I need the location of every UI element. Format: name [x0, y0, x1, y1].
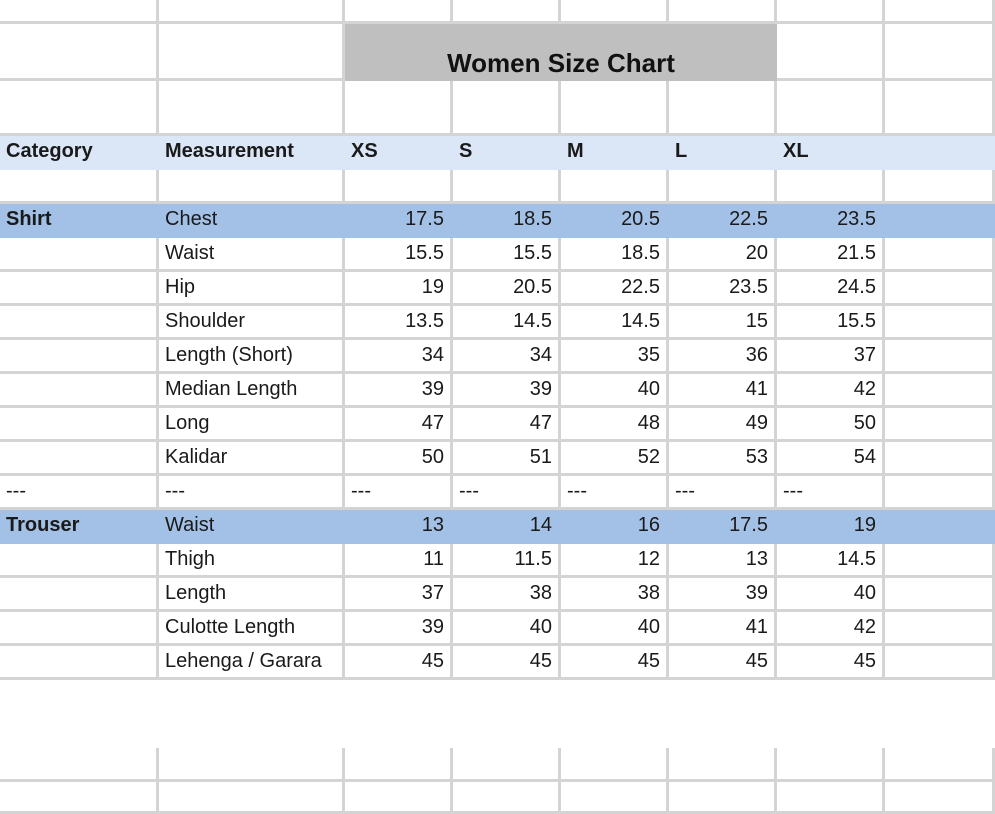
empty-cell[interactable]: [885, 646, 995, 680]
measurement-label[interactable]: [159, 408, 345, 442]
empty-cell[interactable]: [885, 170, 995, 204]
empty-cell[interactable]: [885, 408, 995, 442]
size-value-cell[interactable]: [345, 374, 453, 408]
empty-cell[interactable]: [885, 510, 995, 544]
separator-cell[interactable]: [669, 476, 777, 510]
header-category[interactable]: [0, 136, 159, 170]
size-value-cell-text: 52: [637, 446, 660, 468]
size-value-cell-text: 48: [637, 412, 660, 434]
size-value-cell-text: 14.5: [837, 548, 876, 570]
empty-cell[interactable]: [159, 748, 345, 782]
size-value-cell-text: 51: [529, 446, 552, 468]
size-value-cell[interactable]: [777, 544, 885, 578]
size-value-cell-text: 37: [421, 582, 444, 604]
size-value-cell-text: 41: [745, 616, 768, 638]
header-size-xs-text: XS: [351, 140, 378, 162]
measurement-label[interactable]: [159, 340, 345, 374]
size-value-cell-text: 38: [637, 582, 660, 604]
size-value-cell[interactable]: [669, 544, 777, 578]
header-measurement-text: Measurement: [165, 140, 294, 162]
size-value-cell-text: 45: [745, 650, 768, 672]
empty-cell[interactable]: [0, 544, 159, 578]
size-value-cell[interactable]: [345, 306, 453, 340]
size-value-cell[interactable]: [345, 544, 453, 578]
empty-cell[interactable]: [345, 748, 453, 782]
empty-cell[interactable]: [777, 748, 885, 782]
category-label-text: Shirt: [6, 208, 52, 230]
separator-cell-text: ---: [675, 480, 695, 502]
size-value-cell[interactable]: [777, 646, 885, 680]
size-value-cell[interactable]: [345, 442, 453, 476]
empty-cell[interactable]: [345, 81, 453, 136]
header-size-s[interactable]: [453, 136, 561, 170]
empty-cell[interactable]: [159, 81, 345, 136]
empty-cell[interactable]: [159, 24, 345, 81]
empty-cell[interactable]: [0, 748, 159, 782]
measurement-label[interactable]: [159, 374, 345, 408]
measurement-label[interactable]: [159, 646, 345, 680]
size-value-cell[interactable]: [345, 578, 453, 612]
measurement-label[interactable]: [159, 272, 345, 306]
header-size-l-text: L: [675, 140, 688, 162]
separator-cell[interactable]: [345, 476, 453, 510]
measurement-label-text: Thigh: [165, 548, 216, 570]
size-value-cell[interactable]: [561, 646, 669, 680]
size-value-cell[interactable]: [777, 510, 885, 544]
size-value-cell-text: 20.5: [513, 276, 552, 298]
size-value-cell-text: 22.5: [621, 276, 660, 298]
measurement-label[interactable]: [159, 544, 345, 578]
size-value-cell-text: 20.5: [621, 208, 660, 230]
measurement-label-text: Hip: [165, 276, 196, 298]
size-value-cell[interactable]: [561, 238, 669, 272]
size-value-cell-text: 39: [529, 378, 552, 400]
empty-cell[interactable]: [777, 782, 885, 814]
empty-cell[interactable]: [885, 340, 995, 374]
header-category-text: Category: [6, 140, 93, 162]
size-value-cell-text: 14.5: [621, 310, 660, 332]
size-value-cell[interactable]: [345, 612, 453, 646]
empty-cell[interactable]: [885, 782, 995, 814]
empty-cell[interactable]: [0, 238, 159, 272]
empty-cell[interactable]: [561, 0, 669, 24]
empty-cell[interactable]: [885, 442, 995, 476]
empty-cell[interactable]: [669, 748, 777, 782]
size-value-cell-text: 18.5: [513, 208, 552, 230]
category-label[interactable]: [0, 204, 159, 238]
measurement-label[interactable]: [159, 306, 345, 340]
separator-cell[interactable]: [159, 476, 345, 510]
size-value-cell-text: 36: [745, 344, 768, 366]
size-value-cell-text: 35: [637, 344, 660, 366]
measurement-label-text: Culotte Length: [165, 616, 296, 638]
size-value-cell-text: 11.5: [514, 548, 552, 570]
size-value-cell-text: 47: [421, 412, 444, 434]
empty-cell[interactable]: [885, 272, 995, 306]
empty-cell[interactable]: [669, 782, 777, 814]
size-value-cell[interactable]: [345, 204, 453, 238]
size-value-cell[interactable]: [345, 340, 453, 374]
empty-cell[interactable]: [0, 170, 159, 204]
size-value-cell[interactable]: [777, 306, 885, 340]
empty-cell[interactable]: [885, 24, 995, 81]
separator-cell[interactable]: [777, 476, 885, 510]
size-value-cell[interactable]: [561, 510, 669, 544]
empty-cell[interactable]: [885, 578, 995, 612]
empty-cell[interactable]: [0, 646, 159, 680]
size-value-cell[interactable]: [777, 374, 885, 408]
empty-cell[interactable]: [777, 170, 885, 204]
size-value-cell[interactable]: [453, 578, 561, 612]
size-value-cell[interactable]: [669, 408, 777, 442]
empty-cell[interactable]: [561, 782, 669, 814]
empty-cell[interactable]: [453, 748, 561, 782]
empty-cell[interactable]: [0, 442, 159, 476]
empty-cell[interactable]: [453, 81, 561, 136]
size-value-cell[interactable]: [669, 306, 777, 340]
size-value-cell-text: 40: [853, 582, 876, 604]
measurement-label[interactable]: [159, 442, 345, 476]
empty-cell[interactable]: [777, 0, 885, 24]
size-value-cell-text: 14: [529, 514, 552, 536]
empty-cell[interactable]: [885, 81, 995, 136]
measurement-label-text: Median Length: [165, 378, 298, 400]
size-value-cell[interactable]: [669, 510, 777, 544]
size-value-cell-text: 50: [853, 412, 876, 434]
header-size-xl[interactable]: [777, 136, 885, 170]
size-value-cell-text: 14.5: [513, 310, 552, 332]
separator-cell-text: ---: [6, 480, 26, 502]
size-value-cell-text: 42: [853, 378, 876, 400]
size-value-cell-text: 15.5: [837, 310, 876, 332]
empty-cell[interactable]: [777, 24, 885, 81]
size-value-cell[interactable]: [561, 272, 669, 306]
size-value-cell-text: 22.5: [729, 208, 768, 230]
size-value-cell-text: 50: [421, 446, 444, 468]
size-value-cell-text: 40: [637, 616, 660, 638]
size-value-cell-text: 13.5: [405, 310, 444, 332]
empty-cell[interactable]: [885, 374, 995, 408]
empty-cell[interactable]: [0, 272, 159, 306]
empty-cell[interactable]: [0, 408, 159, 442]
size-value-cell[interactable]: [453, 408, 561, 442]
category-label[interactable]: [0, 510, 159, 544]
size-value-cell[interactable]: [453, 340, 561, 374]
size-value-cell-text: 49: [745, 412, 768, 434]
size-value-cell-text: 11: [423, 548, 444, 570]
header-empty[interactable]: [885, 136, 995, 170]
separator-cell-text: ---: [351, 480, 371, 502]
size-value-cell[interactable]: [669, 340, 777, 374]
empty-cell[interactable]: [453, 782, 561, 814]
empty-cell[interactable]: [0, 0, 159, 24]
measurement-label-text: Shoulder: [165, 310, 246, 332]
size-value-cell[interactable]: [453, 238, 561, 272]
empty-cell[interactable]: [0, 782, 159, 814]
size-value-cell[interactable]: [669, 578, 777, 612]
size-value-cell[interactable]: [453, 612, 561, 646]
size-value-cell-text: 45: [853, 650, 876, 672]
size-value-cell[interactable]: [561, 306, 669, 340]
size-value-cell[interactable]: [345, 238, 453, 272]
size-value-cell[interactable]: [561, 544, 669, 578]
measurement-label-text: Length (Short): [165, 344, 293, 366]
header-size-s-text: S: [459, 140, 473, 162]
size-value-cell[interactable]: [561, 374, 669, 408]
size-value-cell[interactable]: [561, 340, 669, 374]
measurement-label-text: Long: [165, 412, 210, 434]
separator-cell[interactable]: [561, 476, 669, 510]
header-size-m[interactable]: [561, 136, 669, 170]
empty-cell[interactable]: [0, 24, 159, 81]
size-value-cell[interactable]: [777, 340, 885, 374]
separator-cell[interactable]: [0, 476, 159, 510]
size-value-cell[interactable]: [777, 578, 885, 612]
empty-cell[interactable]: [561, 748, 669, 782]
page-title-text: Women Size Chart: [447, 48, 675, 78]
size-value-cell-text: 39: [421, 616, 444, 638]
size-value-cell[interactable]: [669, 204, 777, 238]
category-label-text: Trouser: [6, 514, 80, 536]
header-size-xs[interactable]: [345, 136, 453, 170]
measurement-label[interactable]: [159, 510, 345, 544]
size-value-cell[interactable]: [561, 578, 669, 612]
size-value-cell-text: 42: [853, 616, 876, 638]
header-size-l[interactable]: [669, 136, 777, 170]
size-value-cell-text: 13: [745, 548, 768, 570]
size-value-cell[interactable]: [345, 272, 453, 306]
size-value-cell-text: 40: [637, 378, 660, 400]
size-value-cell[interactable]: [453, 544, 561, 578]
size-value-cell-text: 15.5: [405, 242, 444, 264]
empty-cell[interactable]: [0, 340, 159, 374]
size-value-cell[interactable]: [777, 408, 885, 442]
empty-cell[interactable]: [885, 544, 995, 578]
size-value-cell[interactable]: [669, 374, 777, 408]
empty-cell[interactable]: [885, 238, 995, 272]
empty-cell[interactable]: [885, 748, 995, 782]
empty-cell[interactable]: [345, 0, 453, 24]
empty-cell[interactable]: [561, 81, 669, 136]
size-value-cell[interactable]: [669, 646, 777, 680]
empty-cell[interactable]: [777, 81, 885, 136]
empty-cell[interactable]: [345, 782, 453, 814]
size-value-cell[interactable]: [669, 612, 777, 646]
size-value-cell[interactable]: [561, 408, 669, 442]
empty-cell[interactable]: [885, 0, 995, 24]
separator-cell-text: ---: [567, 480, 587, 502]
header-size-xl-text: XL: [783, 140, 809, 162]
measurement-label[interactable]: [159, 238, 345, 272]
size-value-cell[interactable]: [453, 204, 561, 238]
measurement-label[interactable]: [159, 612, 345, 646]
size-value-cell-text: 19: [853, 514, 876, 536]
measurement-label[interactable]: [159, 578, 345, 612]
size-value-cell[interactable]: [345, 510, 453, 544]
measurement-label-text: Waist: [165, 242, 215, 264]
measurement-label-text: Length: [165, 582, 227, 604]
size-value-cell-text: 34: [421, 344, 444, 366]
size-value-cell[interactable]: [453, 510, 561, 544]
size-value-cell[interactable]: [453, 306, 561, 340]
empty-cell[interactable]: [0, 612, 159, 646]
size-value-cell-text: 21.5: [837, 242, 876, 264]
size-value-cell-text: 17.5: [729, 514, 768, 536]
page-title: [345, 24, 777, 81]
size-value-cell-text: 16: [637, 514, 660, 536]
empty-cell[interactable]: [0, 578, 159, 612]
empty-cell[interactable]: [885, 476, 995, 510]
size-value-cell[interactable]: [777, 272, 885, 306]
size-value-cell-text: 53: [745, 446, 768, 468]
empty-cell[interactable]: [669, 170, 777, 204]
size-value-cell[interactable]: [453, 442, 561, 476]
header-size-m-text: M: [567, 140, 584, 162]
size-value-cell-text: 37: [853, 344, 876, 366]
size-value-cell-text: 45: [637, 650, 660, 672]
empty-cell[interactable]: [885, 306, 995, 340]
size-value-cell[interactable]: [561, 612, 669, 646]
separator-cell-text: ---: [459, 480, 479, 502]
size-value-cell[interactable]: [561, 442, 669, 476]
size-value-cell-text: 18.5: [621, 242, 660, 264]
empty-cell[interactable]: [0, 306, 159, 340]
size-value-cell-text: 47: [529, 412, 552, 434]
empty-cell[interactable]: [159, 170, 345, 204]
size-value-cell-text: 38: [529, 582, 552, 604]
size-value-cell-text: 13: [421, 514, 444, 536]
size-value-cell[interactable]: [345, 408, 453, 442]
size-value-cell[interactable]: [561, 204, 669, 238]
size-value-cell-text: 54: [853, 446, 876, 468]
size-value-cell[interactable]: [345, 646, 453, 680]
separator-cell-text: ---: [165, 480, 185, 502]
size-value-cell[interactable]: [669, 272, 777, 306]
measurement-label-text: Lehenga / Garara: [165, 650, 322, 672]
separator-cell[interactable]: [453, 476, 561, 510]
empty-cell[interactable]: [453, 0, 561, 24]
size-value-cell-text: 12: [637, 548, 660, 570]
size-value-cell-text: 19: [421, 276, 444, 298]
size-value-cell[interactable]: [453, 646, 561, 680]
empty-cell[interactable]: [669, 0, 777, 24]
size-value-cell-text: 17.5: [405, 208, 444, 230]
header-measurement[interactable]: [159, 136, 345, 170]
size-value-cell-text: 39: [745, 582, 768, 604]
size-value-cell-text: 45: [529, 650, 552, 672]
empty-cell[interactable]: [561, 170, 669, 204]
size-value-cell-text: 15: [745, 310, 768, 332]
size-value-cell[interactable]: [453, 374, 561, 408]
size-value-cell-text: 41: [745, 378, 768, 400]
measurement-label-text: Chest: [165, 208, 218, 230]
empty-cell[interactable]: [885, 612, 995, 646]
size-value-cell[interactable]: [777, 442, 885, 476]
measurement-label[interactable]: [159, 204, 345, 238]
size-value-cell-text: 39: [421, 378, 444, 400]
size-value-cell-text: 45: [421, 650, 444, 672]
size-value-cell[interactable]: [777, 238, 885, 272]
empty-cell[interactable]: [0, 374, 159, 408]
measurement-label-text: Waist: [165, 514, 215, 536]
size-value-cell-text: 20: [745, 242, 768, 264]
size-value-cell[interactable]: [777, 204, 885, 238]
size-value-cell-text: 23.5: [729, 276, 768, 298]
size-value-cell-text: 23.5: [837, 208, 876, 230]
size-value-cell[interactable]: [777, 612, 885, 646]
empty-cell[interactable]: [885, 204, 995, 238]
size-value-cell[interactable]: [669, 238, 777, 272]
separator-cell-text: ---: [783, 480, 803, 502]
size-value-cell[interactable]: [669, 442, 777, 476]
empty-cell[interactable]: [669, 81, 777, 136]
size-value-cell-text: 24.5: [837, 276, 876, 298]
empty-cell[interactable]: [345, 170, 453, 204]
empty-cell[interactable]: [0, 81, 159, 136]
size-value-cell-text: 34: [529, 344, 552, 366]
empty-cell[interactable]: [159, 782, 345, 814]
size-value-cell-text: 15.5: [513, 242, 552, 264]
empty-cell[interactable]: [159, 0, 345, 24]
measurement-label-text: Kalidar: [165, 446, 228, 468]
size-value-cell-text: 40: [529, 616, 552, 638]
size-value-cell[interactable]: [453, 272, 561, 306]
empty-cell[interactable]: [453, 170, 561, 204]
